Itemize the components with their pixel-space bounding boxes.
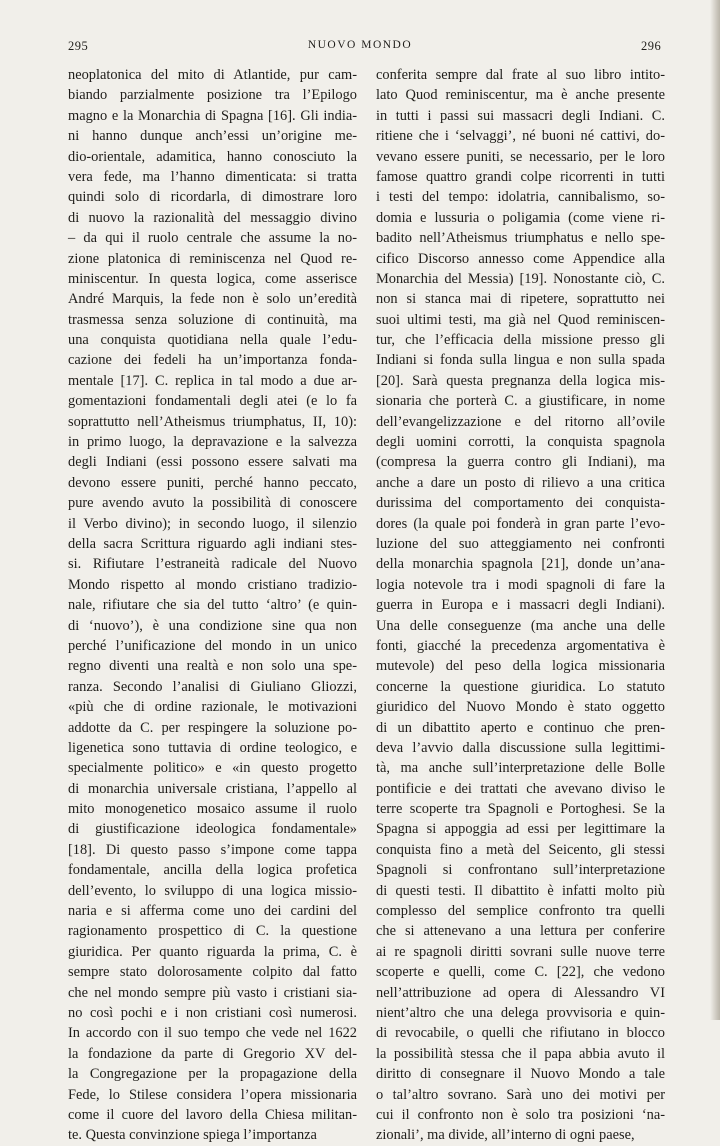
text-line: si. Rifiutare l’estraneità radicale del Nuovo [68, 556, 357, 573]
text-line: regno diventi una realtà e non solo una spe- [68, 658, 357, 675]
text-line: della sacra Scrittura riguardo agli indiani stes- [68, 535, 357, 552]
text-line: dores (la quale poi fonderà in gran parte l’evo- [376, 515, 665, 532]
text-line: ni hanno dunque anch’essi un’origine me- [68, 128, 357, 145]
text-line: [18]. Di questo passo s’impone come tappa [68, 841, 357, 858]
text-line: mentale [17]. C. replica in tal modo a due ar- [68, 372, 357, 389]
text-line: fondamentale, ancilla della logica profetica [68, 862, 357, 879]
text-line: logia notevole tra i modi spagnoli di fare la [376, 576, 665, 593]
text-line: di ‘nuovo’), è una condizione sine qua non [68, 617, 357, 634]
text-line: la possibilità stessa che il papa abbia avuto il [376, 1045, 665, 1062]
text-line: naria e si afferma come uno dei cardini del [68, 903, 357, 920]
text-line: anche a dare un posto di rilievo a una critica [376, 474, 665, 491]
text-line: ai re spagnoli diritti sovrani sulle nuove terre [376, 943, 665, 960]
text-line: ritiene che i ‘selvaggi’, né buoni né cattivi, do- [376, 128, 665, 145]
text-line: complesso del semplice confronto tra quelli [376, 903, 665, 920]
text-line: (compresa la guerra contro gli Indiani), ma [376, 454, 665, 471]
text-line: André Marquis, la fede non è solo un’eredità [68, 291, 357, 308]
text-line: in tutti i passi sui massacri degli Indiani. C. [376, 107, 665, 124]
book-gutter-shadow [710, 0, 720, 1020]
text-line: mito monogenetico mosaico assume il ruolo [68, 801, 357, 818]
text-line: cazione dei fedeli ha un’importanza fonda- [68, 352, 357, 369]
text-line: una conquista quotidiana nella quale l’edu- [68, 332, 357, 349]
text-line: giuridico del Nuovo Mondo è stato oggetto [376, 699, 665, 716]
text-line: sionaria che porterà C. a giustificare, in nome [376, 393, 665, 410]
text-line: o tal’altro sovrano. Sarà uno dei motivi per [376, 1086, 665, 1103]
text-line: terre scoperte tra Spagnoli e Portoghesi. Se la [376, 801, 665, 818]
text-line: trasmessa senza soluzione di continuità, ma [68, 311, 357, 328]
text-line: sempre stato dolorosamente colpito dal fatto [68, 964, 357, 981]
text-line: di un dibattito aperto e continuo che pren- [376, 719, 665, 736]
page-number-right: 296 [641, 39, 662, 53]
running-title: NUOVO MONDO [307, 39, 413, 51]
text-line: mutevole) del peso della logica missionaria [376, 658, 665, 675]
text-line: scoperte e quelli, come C. [22], che vedono [376, 964, 665, 981]
text-line: che si attenevano a una lettura per conferire [376, 923, 665, 940]
text-line: zionali’, ma divide, all’interno di ogni paese, [376, 1127, 635, 1144]
page-header [0, 39, 720, 57]
text-line: nell’attribuzione ad opera di Alessandro VI [376, 984, 665, 1001]
text-line: diritto di consegnare il Nuovo Mondo a tale [376, 1066, 665, 1083]
text-line: degli Indiani (essi possono essere salvati ma [68, 454, 357, 471]
text-line: tà, ma anche sull’interpretazione delle Bolle [376, 760, 665, 777]
text-line: neoplatonica del mito di Atlantide, pur cam- [68, 67, 357, 83]
left-text-column [68, 65, 357, 1146]
text-line: perché l’unificazione del mondo in un unico [68, 637, 357, 654]
text-line: zione platonica di reminiscenza nel Quod re- [68, 250, 357, 267]
text-line: ragionamento prospettico di C. la questione [68, 923, 357, 940]
text-line: Spagnoli si confrontano sull’interpretazione [376, 862, 665, 879]
text-line: in primo luogo, la depravazione e la salvezza [68, 434, 357, 451]
text-line: deva l’avvio dalla discussione sulla legittimi- [376, 739, 665, 756]
text-line: addotte da C. per respingere la soluzione po- [68, 719, 357, 736]
text-line: luzione del suo atteggiamento nei confronti [376, 535, 665, 552]
text-line: lato Quod reminiscentur, ma è anche presente [376, 87, 665, 104]
text-line: pontificie e dei trattati che avevano diviso le [376, 780, 665, 797]
text-line: conferita sempre dal frate al suo libro intito- [376, 67, 665, 83]
text-line: quindi solo di ricordarla, di dimostrare loro [68, 189, 357, 206]
text-line: vera fede, ma l’hanno dimenticata: si tratta [68, 168, 357, 185]
text-line: conquista fino a metà del Seicento, gli stessi [376, 841, 665, 858]
text-line: la Congregazione per la propagazione della [68, 1066, 357, 1083]
text-line: Fede, lo Stilese considera l’opera missionaria [68, 1086, 357, 1103]
text-line: [20]. Sarà questa pregnanza della logica mis- [376, 372, 665, 389]
text-line: magno e la Monarchia di Spagna [16]. Gli india- [68, 107, 357, 124]
text-line: di revocabile, o quelli che rifiutano in blocco [376, 1025, 665, 1042]
text-line: dell’evento, lo sviluppo di una logica missio- [68, 882, 357, 899]
page-number-left: 295 [68, 39, 89, 53]
text-line: di monarchia universale cristiana, l’appello al [68, 780, 357, 797]
text-line: specialmente politico» e «in questo progetto [68, 760, 357, 777]
text-line: cui il confronto non è solo tra posizioni ‘na- [376, 1106, 665, 1123]
text-line: «più che di ordine razionale, le motivazioni [68, 699, 357, 716]
text-line: biando parzialmente posizione tra l’Epilogo [68, 87, 357, 104]
text-line: ligenetica sono tuttavia di ordine teologico, e [68, 739, 357, 756]
text-line: i testi del tempo: idolatria, cannibalismo, so- [376, 189, 665, 206]
text-line: fonti, giacché la precedenza argomentativa è [376, 637, 665, 654]
text-line: di nuovo la razionalità del messaggio divino [68, 209, 357, 226]
text-line: della monarchia spagnola [21], donde un’ana- [376, 556, 665, 573]
text-line: degli uomini corrotti, la conquista spagnola [376, 434, 665, 451]
text-line: In accordo con il suo tempo che vede nel 1622 [68, 1025, 357, 1042]
text-line: miniscentur. In questa logica, come asserisce [68, 270, 357, 287]
text-line: gomentazioni fondamentali degli atei (e lo fa [68, 393, 357, 410]
text-line: tur, che l’efficacia della missione presso gli [376, 332, 665, 349]
text-line: no così pochi e i non cristiani così numerosi. [68, 1004, 357, 1021]
text-line: badito nell’Atheismus triumphatus e nello spe- [376, 230, 665, 247]
text-line: Indiani si fonda sulla lingua e non sulla spada [376, 352, 665, 369]
text-line: non si stanca mai di ripetere, soprattutto nei [376, 291, 665, 308]
text-line: devono essere puniti, perché hanno peccato, [68, 474, 357, 491]
text-line: nient’altro che una delega provvisoria e quin- [376, 1004, 665, 1021]
text-line: che nel mondo sempre più vasto i cristiani sia- [68, 984, 357, 1001]
right-text-column [376, 65, 665, 1146]
text-line: guerra in Europa e i massacri degli Indiani). [376, 597, 665, 614]
text-line: Spagna si appoggia ad essi per legittimare la [376, 821, 665, 838]
text-line: Monarchia del Messia) [19]. Nonostante ciò, C. [376, 270, 665, 287]
text-line: cifico Discorso annesso come Appendice alla [376, 250, 665, 267]
text-line: il Verbo divino); in secondo luogo, il silenzio [68, 515, 357, 532]
text-line: giuridica. Per quanto riguarda la prima, C. è [68, 943, 357, 960]
text-line: di giustificazione ideologica fondamentale» [68, 821, 357, 838]
text-line: pure avendo avuto la possibilità di conoscere [68, 495, 357, 512]
text-line: dell’evangelizzazione e del ritorno all’ovile [376, 413, 665, 430]
text-line: – da qui il ruolo centrale che assume la no- [68, 230, 357, 247]
text-line: Mondo rispetto al mondo cristiano tradizio- [68, 576, 357, 593]
text-line: soprattutto nell’Atheismus triumphatus, II, 10): [68, 413, 357, 430]
text-line: durissima del comportamento dei conquista- [376, 495, 665, 512]
text-line: suoi ultimi testi, ma già nel Quod reminiscen- [376, 311, 665, 328]
text-line: famose quattro grandi colpe ricorrenti in tutti [376, 168, 665, 185]
text-line: la fondazione da parte di Gregorio XV del- [68, 1045, 357, 1062]
text-line: come il cuore del lavoro della Chiesa militan- [68, 1106, 357, 1123]
text-line: ranza. Secondo l’analisi di Giuliano Gliozzi, [68, 678, 357, 695]
text-line: di questi testi. Il dibattito è infatti molto più [376, 882, 665, 899]
text-line: nale, rifiutare che sia del tutto ‘altro’ (e quin- [68, 597, 357, 614]
text-line: concerne la questione giuridica. Lo statuto [376, 678, 665, 695]
text-line: domia e lussuria o poligamia (come viene ri- [376, 209, 665, 226]
text-line: vevano essere puniti, se necessario, per le loro [376, 148, 665, 165]
text-line: Una delle conseguenze (ma anche una delle [376, 617, 665, 634]
text-line: te. Questa convinzione spiega l’importanza [68, 1127, 317, 1144]
text-line: dio-orientale, adamitica, hanno conosciuto la [68, 148, 357, 165]
